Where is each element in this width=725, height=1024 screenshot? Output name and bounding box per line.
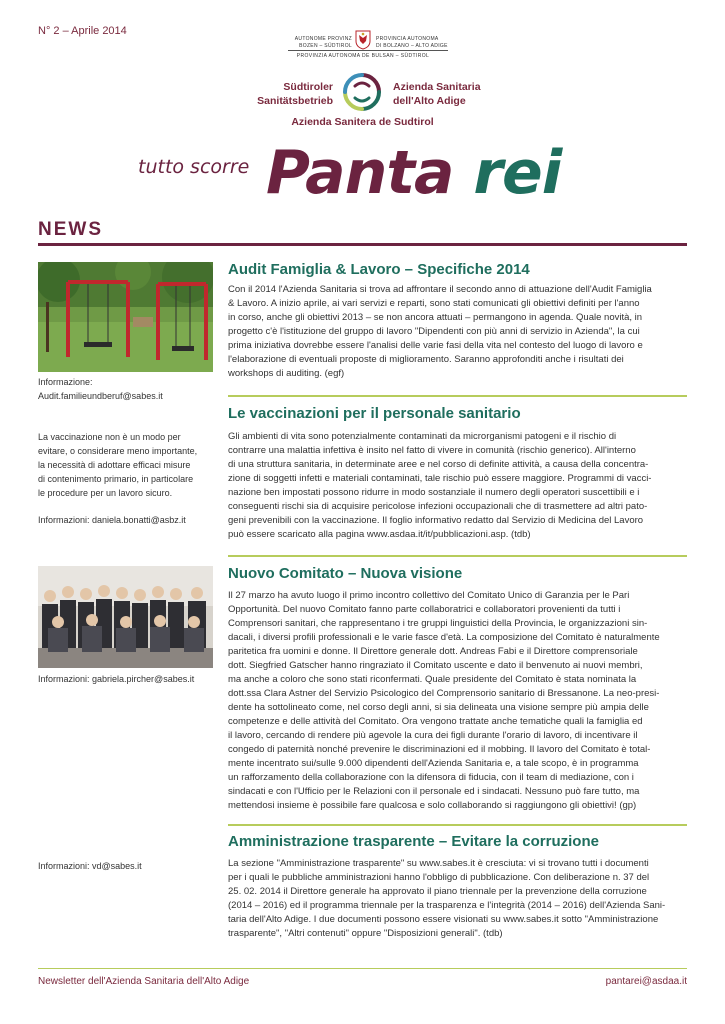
article-line: dente ha sottolineato come, nel corso degli anni, si sia delineata una visione sempre più ampia delle [228,702,649,713]
article-line: mente incentrato sui/sulle 9.000 dipendenti dell'Azienda Sanitaria e, a tale scopo, è in programma [228,758,639,769]
article-line: zione di soggetti infetti e materiali contaminati, tale rischio può essere maggiore. Programmi di vacci- [228,473,652,484]
article-line: in corso, anche gli obiettivi 2013 – se non ancora attuati – permangono in agenda. Quale novità, in [228,312,643,323]
article-line: conseguenti rischi sia di acquisire pericolose infezioni occupazionali che di trasmettere ad altri pato- [228,501,648,512]
article-line: l'elaborazione di eventuali proposte di miglioramento. Saranno approfonditi anche i risultati dei [228,354,624,365]
article-line: prima iniziativa dovrebbe essere l'analisi delle varie fasi della vita nel contesto del luogo di lavoro e [228,340,643,351]
article-separator [228,395,687,397]
article-line: un rafforzamento della collaborazione con la difensora di fiducia, con il team di mediazione, con i [228,772,634,783]
article-line: & Lavoro. A inizio aprile, ai vari servizi e reparti, sono stati comunicati gli obiettivi definiti per l'anno [228,298,640,309]
article-separator [228,555,687,557]
article-body-audit [228,283,687,381]
footer-newsletter-name: Newsletter dell'Azienda Sanitaria dell'Alto Adige [38,976,250,987]
province-divider [288,50,448,51]
article-line: (2014 – 2016) ed il programma triennale per la trasparenza e l'integrità (2014 – 2016) dell'Azienda Sani- [228,900,666,911]
sidebar-contact-3[interactable]: Informazioni: gabriela.pircher@sabes.it [38,674,195,684]
sidebar-note-line: La vaccinazione non è un modo per [38,432,181,442]
article-line: dacali, i diversi profili professionali e le varie fasce d'età. La composizione del Comitato è naturalmente [228,632,660,643]
article-line: paritetica fra uomini e donne. Il Direttore generale dott. Andreas Fabi e il Direttore comprensoriale [228,646,638,657]
masthead-word-2: rei [473,138,562,208]
playground-photo [38,262,213,372]
article-line: congedo di paternità nonché prevenire le discriminazioni ed il mobbing. Il lavoro del Comitato è total- [228,744,651,755]
article-line: taria dell'Alto Adige. I due documenti possono essere visionati su www.sabes.it sotto "Amministrazione [228,914,659,925]
sidebar-note-line: la necessità di adottare efficaci misure [38,460,191,470]
masthead-word-1: Panta [266,138,454,208]
province-name-ladin: PROVINZIA AUTONOMA DE BULSAN – SÜDTIROL [296,53,430,59]
health-service-logo-icon [340,70,384,114]
sidebar-note-line: di contenimento primario, in particolare [38,474,194,484]
article-line: workshops di auditing. (egf) [228,368,345,379]
article-title-committee: Nuovo Comitato – Nuova visione [228,565,463,582]
committee-group-photo [38,566,213,668]
article-line: Opportunità. Del nuovo Comitato fanno parte collaboratrici e collaboratori provenienti da tutti i [228,604,621,615]
article-title-transparency: Amministrazione trasparente – Evitare la corruzione [228,833,599,850]
masthead-title [266,136,561,210]
article-line: può essere scaricato alla pagina www.asdaa.it/it/pubblicazioni.asp. (tdb) [228,529,531,540]
article-line: di una struttura sanitaria, in determinate aree e nel corso di definite attività, a causa della concentra- [228,459,649,470]
article-line: competenze e delle attività del Comitato. Ora vengono trattate anche tematiche quali la famiglia ed [228,716,643,727]
section-label: NEWS [38,219,103,240]
org-name-german [228,80,333,108]
article-line: La sezione "Amministrazione trasparente" su www.sabes.it è cresciuta: vi si trovano tutti i documenti [228,858,649,869]
article-line: sindacati e con l'Ufficio per le Relazioni con il personale ed i sindacati. Nessuno può fare tutto, ma [228,786,640,797]
footer-email-link[interactable]: pantarei@asdaa.it [605,976,687,987]
province-left-line-2: BOZEN – SÜDTIROL [299,43,352,49]
article-line: contrarre una malattia infettiva è insito nel fatto di vivere in comunità (rischio generico). All'interno [228,445,636,456]
province-name-german [262,36,352,50]
sidebar-contact-1 [38,375,210,403]
article-line: Il 27 marzo ha avuto luogo il primo incontro collettivo del Comitato Unico di Garanzia per le Pari [228,590,630,601]
article-line: nazione ben impostati possono ridurre in modo sostanziale il numero degli operatori suscettibili e i [228,487,640,498]
org-left-line-1: Südtiroler [283,81,333,93]
province-name-italian [376,36,476,50]
article-line: Comprensori sanitari, che rappresentano i tre gruppi linguistici della Provincia, le organizzazioni sin- [228,618,648,629]
org-name-ladin: Azienda Sanitera de Sudtirol [291,116,434,128]
org-name-italian [393,80,503,108]
issue-label: N° 2 – Aprile 2014 [38,25,127,37]
article-separator [228,824,687,826]
sidebar-contact-2[interactable]: Informazioni: daniela.bonatti@asbz.it [38,515,186,525]
masthead-tagline: tutto scorre [138,156,250,178]
article-body-committee [228,589,687,813]
article-line: mettendosi insieme è possibile fare qualcosa e solo collaborando si raggiungono gli obiettivi! (gp) [228,800,637,811]
article-line: Con il 2014 l'Azienda Sanitaria si trova ad affrontare il secondo anno di attuazione dell'Audit Famiglia [228,284,652,295]
province-crest-icon [355,30,371,50]
article-line: per i quali le pubbliche amministrazioni hanno l'obbligo di pubblicazione. Con deliberazione n. 37 del [228,872,650,883]
article-line: trasparente", "Altri contenuti" oppure "Disposizioni generali". (tdb) [228,928,503,939]
sidebar-contact-1-label: Informazione: [38,377,93,387]
province-left-line-1: AUTONOME PROVINZ [294,36,352,42]
section-rule [38,243,687,246]
sidebar-note-line: le procedure per un lavoro sicuro. [38,488,173,498]
footer-rule [38,968,687,969]
article-line: geni prevenibili con la vaccinazione. Il foglio informativo redatto dal Servizio di Medicina del Lavoro [228,515,644,526]
article-line: ma anche a coloro che sono stati riconfermati. Quale presidente del Comitato è stata nominata la [228,674,637,685]
org-right-line-2: dell'Alto Adige [393,95,466,107]
article-line: progetto c'è l'istituzione del gruppo di lavoro "Dipendenti con più anni di servizio in Azienda", la cui [228,326,640,337]
article-line: dott. Siegfried Gatscher hanno ringraziato il Comitato uscente e dato il benvenuto ai nuovi membri, [228,660,643,671]
article-title-audit: Audit Famiglia & Lavoro – Specifiche 2014 [228,261,530,278]
article-body-transparency [228,857,687,941]
org-left-line-2: Sanitätsbetrieb [257,95,333,107]
sidebar-contact-4[interactable]: Informazioni: vd@sabes.it [38,861,142,871]
article-line: il lavoro, cercando di rendere più agevole la cura dei figli durante l'orario di lavoro, di incentivare il [228,730,638,741]
article-line: Gli ambienti di vita sono potenzialmente contaminati da microrganismi patogeni e il rischio di [228,431,617,442]
article-title-vaccinations: Le vaccinazioni per il personale sanitario [228,405,521,422]
sidebar-contact-1-email[interactable]: Audit.familieundberuf@sabes.it [38,391,163,401]
org-right-line-1: Azienda Sanitaria [393,81,481,93]
article-line: 25. 02. 2014 il Direttore generale ha approvato il piano triennale per la prevenzione della corruzione [228,886,647,897]
province-right-line-1: PROVINCIA AUTONOMA [376,36,439,42]
province-right-line-2: DI BOLZANO – ALTO ADIGE [376,43,448,49]
article-line: dott.ssa Clara Astner del Servizio Psicologico del Comprensorio sanitario di Bressanone. La neo-presi- [228,688,660,699]
sidebar-vaccination-note [38,430,210,500]
sidebar-note-line: evitare, o considerare meno importante, [38,446,198,456]
article-body-vaccinations [228,430,687,542]
